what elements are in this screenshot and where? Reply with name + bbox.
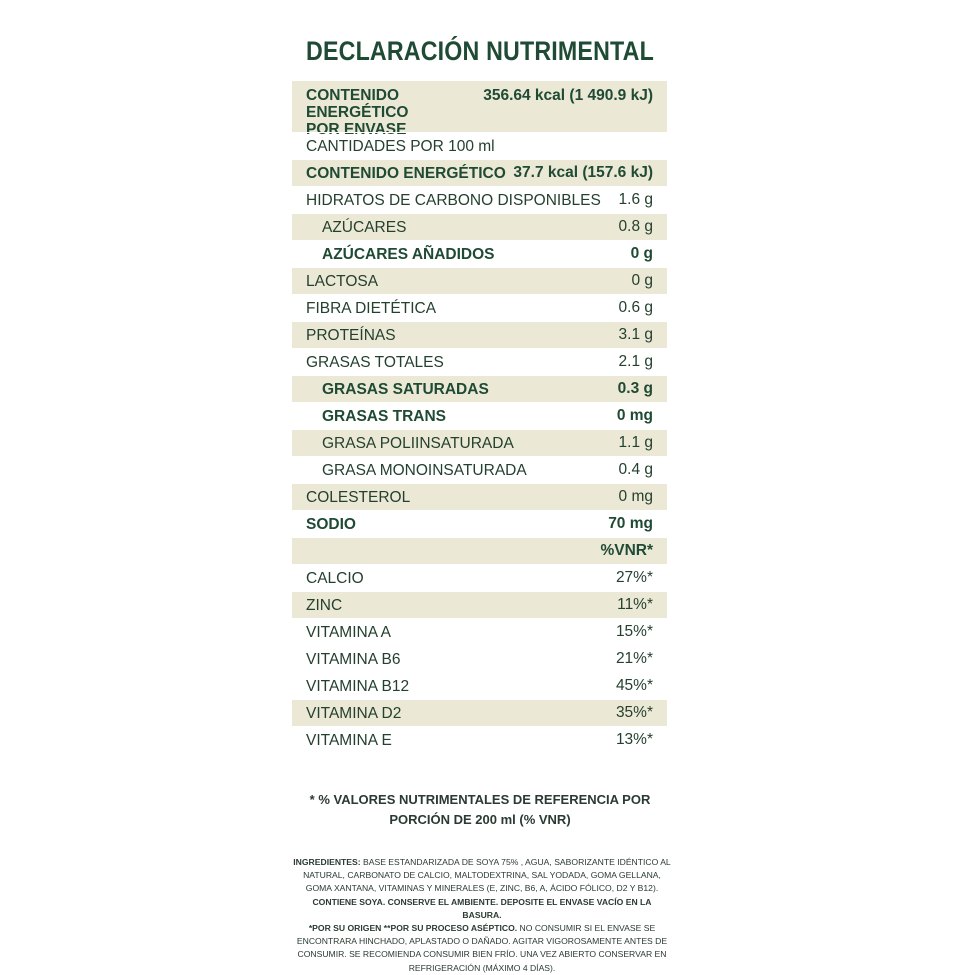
row-value: 0 mg (618, 488, 653, 505)
row-label: COLESTEROL (306, 488, 411, 506)
table-row-zinc (292, 591, 667, 618)
table-row-polyunsaturated (292, 429, 667, 456)
row-label: GRASAS SATURADAS (322, 380, 489, 398)
row-value: 21%* (615, 650, 653, 667)
row-value: 0.8 g (618, 218, 653, 235)
table-row-fiber (292, 294, 667, 321)
row-label: AZÚCARES AÑADIDOS (322, 245, 495, 263)
row-value: 3.1 g (618, 326, 653, 343)
row-label: VITAMINA D2 (306, 704, 402, 722)
table-row-cholesterol (292, 483, 667, 510)
table-row-vitamin-a (292, 618, 667, 645)
table-row-vitamin-b12 (292, 672, 667, 699)
table-row-sugars (292, 213, 667, 240)
row-value: 27%* (615, 569, 653, 586)
row-label: GRASAS TRANS (322, 407, 447, 425)
table-row-energy-per-package (292, 80, 667, 138)
table-row-trans-fats (292, 402, 667, 429)
row-label: VITAMINA B6 (306, 650, 401, 668)
row-value: 2.1 g (618, 353, 653, 370)
ingredients-heading: INGREDIENTES: (293, 857, 361, 867)
row-label: FIBRA DIETÉTICA (306, 299, 437, 317)
row-label: CONTENIDO ENERGÉTICO (306, 164, 506, 182)
ingredients-block (292, 856, 672, 975)
table-row-vnr-header (292, 537, 667, 564)
storage-warning: NO CONSUMIR SI EL ENVASE SE ENCONTRARA HINCHADO, APLASTADO O DAÑADO. AGITAR VIGOROSAMENTE ANTES DE CONSUMIR. SE RECOMIENDA CONSUMIR BIEN FRÍO. UNA VEZ ABIERTO CONSERVAR EN REFRIGERACIÓN (MÁXIMO 4 DÍAS). (296, 923, 668, 973)
row-label: VITAMINA A (306, 623, 391, 641)
row-label: GRASAS TOTALES (306, 353, 444, 371)
row-label: SODIO (306, 515, 356, 533)
page-title: DECLARACIÓN NUTRIMENTAL (306, 36, 654, 66)
row-label: HIDRATOS DE CARBONO DISPONIBLES (306, 191, 601, 209)
row-value: 37.7 kcal (157.6 kJ) (513, 164, 653, 181)
row-label: GRASA MONOINSATURADA (322, 461, 527, 479)
table-row-vitamin-e (292, 726, 667, 753)
row-value: 0 g (631, 272, 653, 289)
table-row-calcium (292, 564, 667, 591)
row-label: PROTEÍNAS (306, 326, 396, 344)
row-value: 0 g (630, 245, 653, 262)
row-value: 35%* (615, 704, 653, 721)
table-row-added-sugars (292, 240, 667, 267)
row-value: 70 mg (608, 515, 653, 532)
row-label: CONTENIDO ENERGÉTICO POR ENVASE (306, 87, 409, 138)
row-value: 0.3 g (617, 380, 653, 397)
table-row-quantities-header (292, 132, 667, 159)
row-label: CALCIO (306, 569, 364, 587)
row-value: 1.6 g (618, 191, 653, 208)
table-row-carbohydrates (292, 186, 667, 213)
table-row-monounsaturated (292, 456, 667, 483)
row-value: 0 mg (616, 407, 653, 424)
table-row-saturated-fats (292, 375, 667, 402)
row-value: 11%* (617, 596, 653, 613)
table-row-sodium (292, 510, 667, 537)
origin-warning: *POR SU ORIGEN **POR SU PROCESO ASÉPTICO. (308, 923, 518, 934)
row-value: %VNR* (600, 542, 653, 559)
row-value: 356.64 kcal (1 490.9 kJ) (483, 87, 653, 104)
row-label: ZINC (306, 596, 343, 614)
row-label: AZÚCARES (322, 218, 407, 236)
table-row-energy (292, 159, 667, 186)
row-value: 45%* (615, 677, 653, 694)
row-label: LACTOSA (306, 272, 379, 290)
table-row-vitamin-b6 (292, 645, 667, 672)
contains-notice: CONTIENE SOYA. CONSERVE EL AMBIENTE. DEPOSITE EL ENVASE VACÍO EN LA BASURA. (312, 896, 652, 920)
row-value: 1.1 g (618, 434, 653, 451)
row-value: 0.4 g (618, 461, 653, 478)
footnote-line-2: PORCIÓN DE 200 ml (% VNR) (389, 812, 571, 827)
row-label: VITAMINA B12 (306, 677, 410, 695)
table-row-proteins (292, 321, 667, 348)
nutrition-table (292, 80, 667, 753)
row-label: CANTIDADES POR 100 ml (306, 137, 495, 155)
row-value: 13%* (615, 731, 653, 748)
row-label: GRASA POLIINSATURADA (322, 434, 514, 452)
row-value: 0.6 g (618, 299, 653, 316)
table-row-lactose (292, 267, 667, 294)
table-row-vitamin-d2 (292, 699, 667, 726)
table-row-total-fats (292, 348, 667, 375)
row-label: VITAMINA E (306, 731, 392, 749)
row-value: 15%* (615, 623, 653, 640)
ingredients-text: BASE ESTANDARIZADA DE SOYA 75% , AGUA, SABORIZANTE IDÉNTICO AL NATURAL, CARBONATO DE CALCIO, MALTODEXTRINA, SAL YODADA, GOMA GELLANA, GOMA XANTANA, VITAMINAS Y MINERALES (E, ZINC, B6, A, ÁCIDO FÓLICO, D2 Y B12). (303, 857, 671, 894)
vnr-footnote (300, 790, 660, 830)
footnote-line-1: * % VALORES NUTRIMENTALES DE REFERENCIA POR (309, 792, 651, 807)
